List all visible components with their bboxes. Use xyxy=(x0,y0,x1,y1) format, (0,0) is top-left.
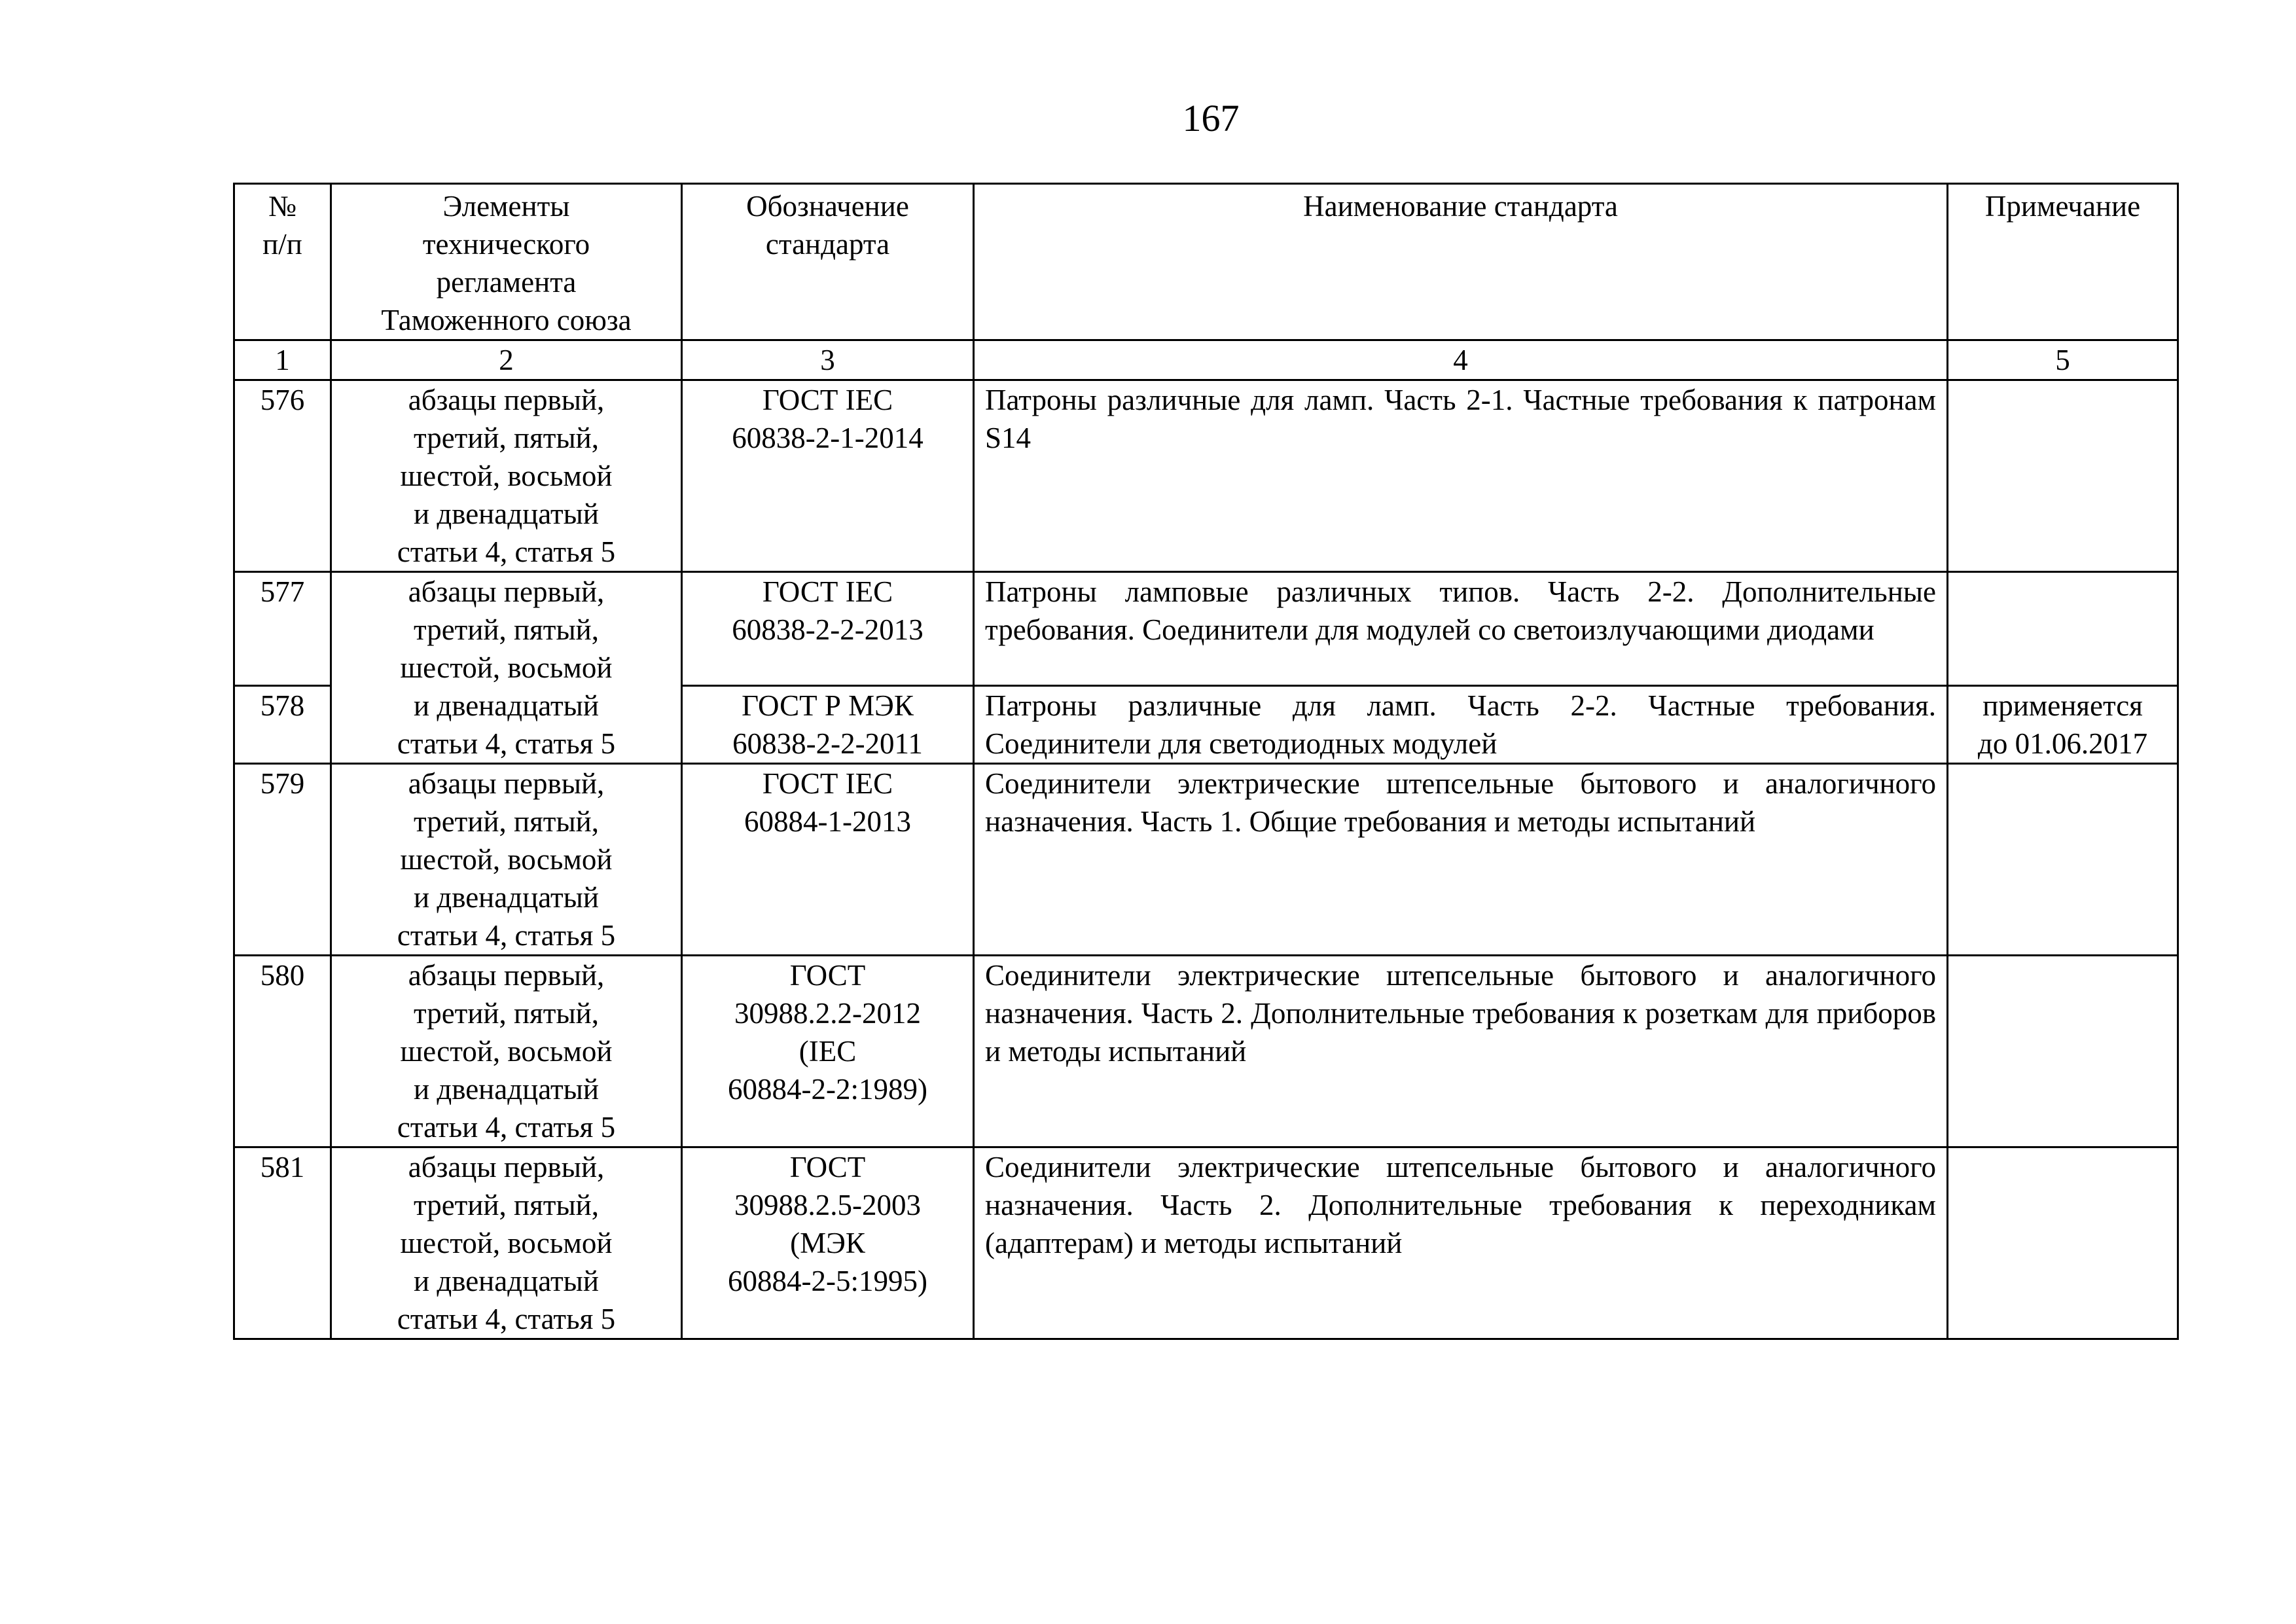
row-elements: абзацы первый, третий, пятый, шестой, восьмой и двенадцатый статьи 4, статья 5 xyxy=(331,1147,682,1339)
row-number: 576 xyxy=(234,380,331,572)
row-number: 579 xyxy=(234,764,331,956)
row-note xyxy=(1948,572,2178,686)
standards-table xyxy=(233,183,2179,1340)
row-standard-name: Соединители электрические штепсельные бытового и аналогичного назначения. Часть 2. Дополнительные требования к розеткам для приборов и методы испытаний xyxy=(974,956,1948,1147)
column-number: 4 xyxy=(974,340,1948,380)
row-standard-name: Патроны различные для ламп. Часть 2-2. Частные требования. Соединители для светодиодных модулей xyxy=(974,685,1948,763)
column-number: 1 xyxy=(234,340,331,380)
header-note: Примечание xyxy=(1948,184,2178,340)
row-designation: ГОСТ Р МЭК 60838-2-2-2011 xyxy=(682,685,974,763)
column-number: 3 xyxy=(682,340,974,380)
row-designation: ГОСТ 30988.2.2-2012 (IEC 60884-2-2:1989) xyxy=(682,956,974,1147)
table-row xyxy=(234,1147,2178,1339)
row-designation: ГОСТ IEC 60838-2-2-2013 xyxy=(682,572,974,686)
column-number: 5 xyxy=(1948,340,2178,380)
table-row xyxy=(234,764,2178,956)
page-number: 167 xyxy=(1182,97,1240,139)
table-row xyxy=(234,572,2178,686)
row-standard-name: Патроны ламповые различных типов. Часть 2-2. Дополнительные требования. Соединители для модулей со светоизлучающими диодами xyxy=(974,572,1948,686)
table-row xyxy=(234,380,2178,572)
row-note xyxy=(1948,1147,2178,1339)
column-number: 2 xyxy=(331,340,682,380)
row-number: 580 xyxy=(234,956,331,1147)
row-designation: ГОСТ IEC 60838-2-1-2014 xyxy=(682,380,974,572)
header-designation: Обозначение стандарта xyxy=(682,184,974,340)
row-standard-name: Соединители электрические штепсельные бытового и аналогичного назначения. Часть 1. Общие требования и методы испытаний xyxy=(974,764,1948,956)
row-number: 577 xyxy=(234,572,331,686)
row-standard-name: Патроны различные для ламп. Часть 2-1. Частные требования к патронам S14 xyxy=(974,380,1948,572)
row-elements: абзацы первый, третий, пятый, шестой, восьмой и двенадцатый статьи 4, статья 5 xyxy=(331,764,682,956)
header-row xyxy=(234,184,2178,340)
header-number: № п/п xyxy=(234,184,331,340)
row-note xyxy=(1948,764,2178,956)
row-elements: абзацы первый, третий, пятый, шестой, восьмой и двенадцатый статьи 4, статья 5 xyxy=(331,956,682,1147)
row-elements: абзацы первый, третий, пятый, шестой, восьмой и двенадцатый статьи 4, статья 5 xyxy=(331,380,682,572)
header-name: Наименование стандарта xyxy=(974,184,1948,340)
row-note: применяется до 01.06.2017 xyxy=(1948,685,2178,763)
row-designation: ГОСТ IEC 60884-1-2013 xyxy=(682,764,974,956)
row-standard-name: Соединители электрические штепсельные бытового и аналогичного назначения. Часть 2. Дополнительные требования к переходникам (адаптерам) и методы испытаний xyxy=(974,1147,1948,1339)
row-elements: абзацы первый, третий, пятый, шестой, восьмой и двенадцатый статьи 4, статья 5 xyxy=(331,572,682,764)
column-number-row xyxy=(234,340,2178,380)
table-row xyxy=(234,956,2178,1147)
header-elements: Элементы технического регламента Таможенного союза xyxy=(331,184,682,340)
row-note xyxy=(1948,380,2178,572)
row-number: 578 xyxy=(234,685,331,763)
row-note xyxy=(1948,956,2178,1147)
row-designation: ГОСТ 30988.2.5-2003 (МЭК 60884-2-5:1995) xyxy=(682,1147,974,1339)
row-number: 581 xyxy=(234,1147,331,1339)
